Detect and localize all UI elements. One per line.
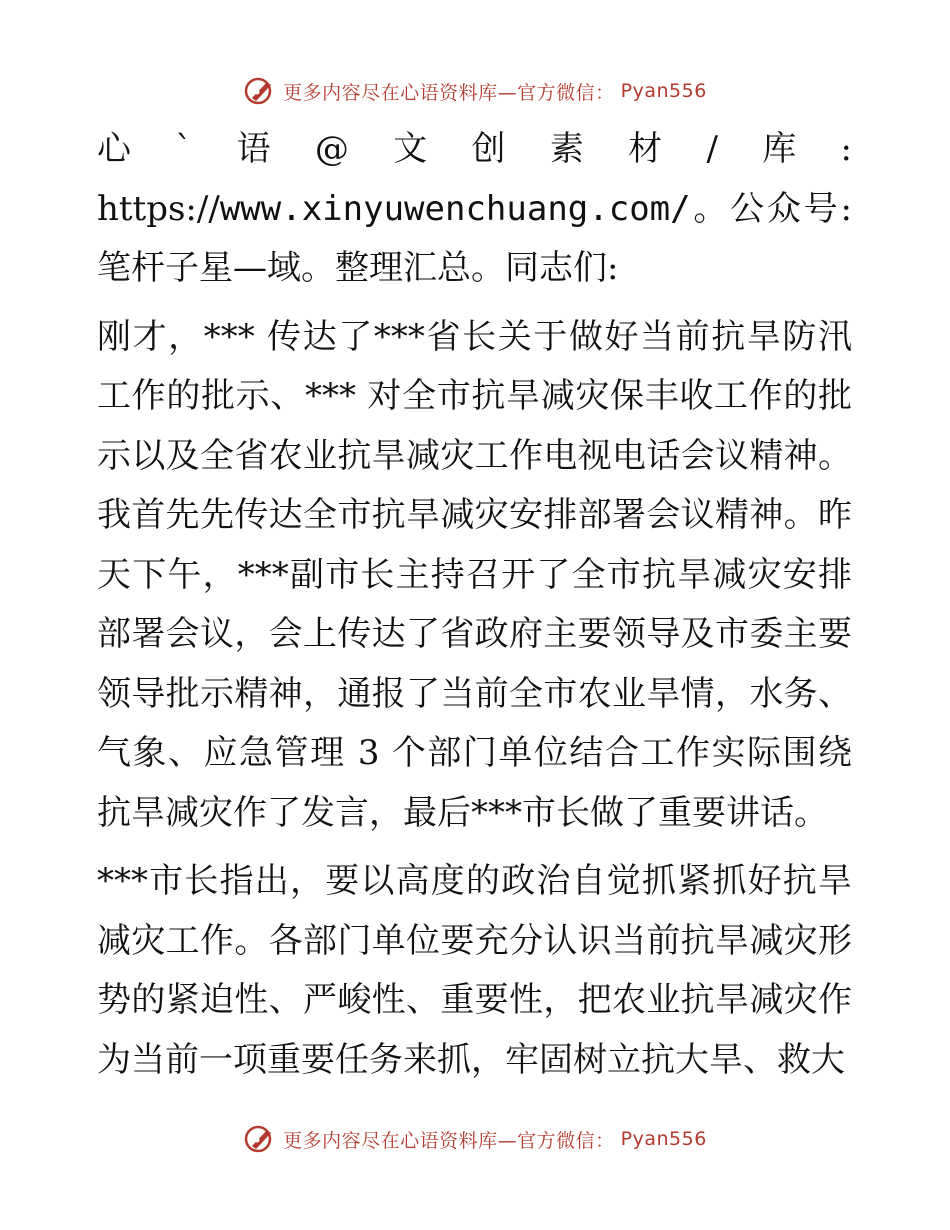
paragraph-intro — [97, 120, 852, 299]
paragraph-report — [97, 308, 852, 844]
mayor-remarks-text: ***市长指出，要以高度的政治自觉抓紧抓好抗旱减灾工作。各部门单位要充分认识当前抗旱减灾形势的紧迫性、严峻性、重要性，把农业抗旱减灾作为当前一项重要任务来抓，牢固树立抗大旱、救大 — [97, 861, 852, 1080]
report-text: 刚才，*** 传达了***省长关于做好当前抗旱防汛工作的批示、*** 对全市抗旱减灾保丰收工作的批示以及全省农业抗旱减灾工作电视电话会议精神。我首先先传达全市抗旱减灾安排部署会议精神。昨天下午，***副市长主持召开了全市抗旱减灾安排部署会议，会上传达了省政府主要领导及市委主要领导批示精神，通报了当前全市农业旱情，水务、气象、应急管理 3 个部门单位结合工作实际围绕抗旱减灾作了发言，最后***市长做了重要讲话。 — [97, 316, 852, 833]
paragraph-mayor-remarks — [97, 852, 852, 1090]
watermark-wechat-id: Pyan556 — [620, 80, 707, 102]
header-watermark — [0, 76, 950, 106]
pen-circle-logo-icon — [243, 76, 277, 106]
intro-url: www.xinyuwenchuang.com/ — [219, 188, 691, 229]
pen-circle-logo-icon — [243, 1124, 277, 1154]
intro-text-2: 。公众号: 笔杆子星—域。整理汇总。同志们: — [97, 188, 852, 288]
watermark-text: 更多内容尽在心语资料库—官方微信： — [283, 1129, 615, 1152]
watermark-text: 更多内容尽在心语资料库—官方微信： — [283, 81, 615, 104]
watermark-wechat-id: Pyan556 — [620, 1128, 707, 1150]
document-body — [97, 120, 852, 1090]
footer-watermark — [0, 1124, 950, 1154]
intro-text-1: 心`语@文创素材/库: https:// — [97, 129, 852, 229]
